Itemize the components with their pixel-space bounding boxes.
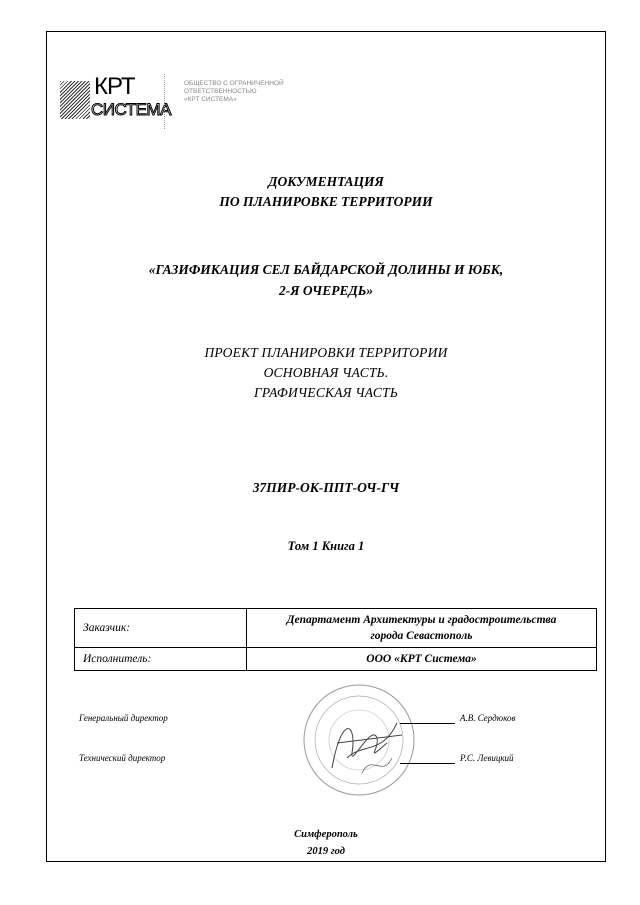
customer-value-line: города Севастополь xyxy=(370,630,473,642)
signature-name: Р.С. Левицкий xyxy=(460,753,514,763)
project-title-line: «ГАЗИФИКАЦИЯ СЕЛ БАЙДАРСКОЙ ДОЛИНЫ И ЮБК, xyxy=(148,262,504,277)
project-part-line: ПРОЕКТ ПЛАНИРОВКИ ТЕРРИТОРИИ xyxy=(204,345,448,360)
info-table xyxy=(74,608,597,671)
project-parts xyxy=(46,343,606,403)
project-title xyxy=(46,259,606,301)
signature-role: Генеральный директор xyxy=(79,713,168,723)
contractor-value: ООО «КРТ Система» xyxy=(247,648,597,671)
customer-value xyxy=(247,609,597,648)
logo-brand-top: КРТ xyxy=(94,73,135,100)
signature-line xyxy=(400,763,455,764)
logo-org-line: «КРТ СИСТЕМА» xyxy=(184,96,237,103)
logo-divider xyxy=(164,74,165,129)
footer-city: Симферополь xyxy=(294,829,358,840)
logo-org-line: ОТВЕТСТВЕННОСТЬЮ xyxy=(184,88,257,95)
table-row xyxy=(75,609,597,648)
logo-hatch-icon xyxy=(60,81,90,119)
logo-brand-bottom: СИСТЕМА xyxy=(91,100,171,119)
company-logo xyxy=(60,73,320,124)
footer-year: 2019 год xyxy=(307,846,345,857)
contractor-label: Исполнитель: xyxy=(75,648,247,671)
logo-org-name xyxy=(184,80,284,104)
logo-org-line: ОБЩЕСТВО С ОГРАНИЧЕННОЙ xyxy=(184,80,284,87)
document-code: 37ПИР-ОК-ППТ-ОЧ-ГЧ xyxy=(252,480,400,495)
signature-line xyxy=(400,723,455,724)
volume-label: Том 1 Книга 1 xyxy=(287,539,365,553)
footer xyxy=(46,826,606,860)
table-row xyxy=(75,648,597,671)
signature-name: А.В. Сердюков xyxy=(460,713,516,723)
document-title-line: ПО ПЛАНИРОВКЕ ТЕРРИТОРИИ xyxy=(219,194,433,209)
project-title-line: 2-Я ОЧЕРЕДЬ» xyxy=(278,283,374,298)
customer-label: Заказчик: xyxy=(75,609,247,648)
customer-value-line: Департамент Архитектуры и градостроительства xyxy=(286,614,557,626)
company-stamp-icon xyxy=(302,683,417,798)
signature-role: Технический директор xyxy=(79,753,166,763)
document-title-line: ДОКУМЕНТАЦИЯ xyxy=(268,174,384,189)
project-part-line: ГРАФИЧЕСКАЯ ЧАСТЬ xyxy=(253,385,398,400)
project-part-line: ОСНОВНАЯ ЧАСТЬ. xyxy=(263,365,389,380)
document-title xyxy=(46,172,606,212)
